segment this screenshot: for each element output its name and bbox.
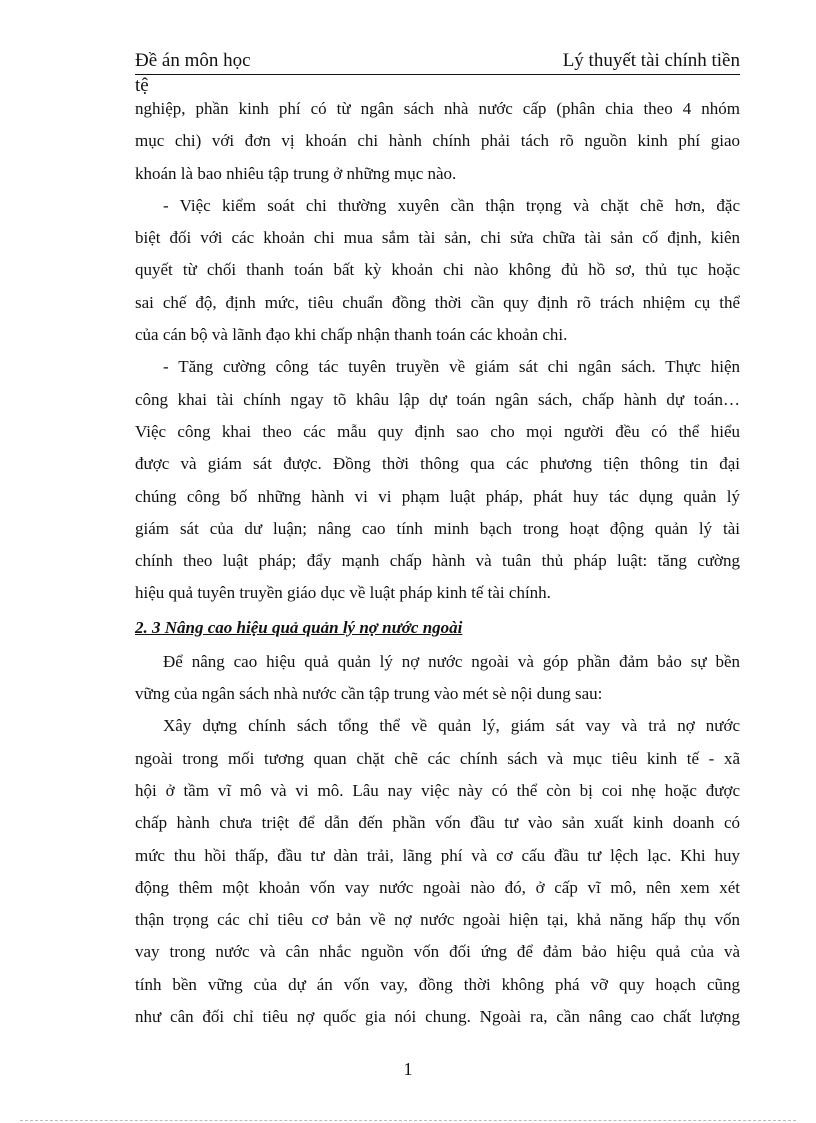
text-line: mục chi) với đơn vị khoán chi hành chính phải tách rõ nguồn kinh phí giao bbox=[135, 131, 740, 151]
text-line: chúng công bố những hành vi vi phạm luật pháp, phát huy tác dụng quản lý bbox=[135, 486, 740, 506]
text-line: công khai tài chính ngay tõ khâu lập dự toán ngân sách, chấp hành dự toán… bbox=[135, 389, 740, 409]
text-line: sai chế độ, định mức, tiêu chuẩn đồng thời cần quy định rõ trách nhiệm cụ thể bbox=[135, 292, 740, 312]
text-line: vững của ngân sách nhà nước cần tập trung vào mét sè nội dung sau: bbox=[135, 684, 603, 704]
text-line: thận trọng các chỉ tiêu cơ bản về nợ nước ngoài hiện tại, khả năng hấp thụ vốn bbox=[135, 910, 740, 930]
page-bottom-rule bbox=[20, 1120, 796, 1121]
text-line: chính theo luật pháp; đẩy mạnh chấp hành và tuân thủ pháp luật: tăng cường bbox=[135, 551, 740, 571]
header-line bbox=[135, 48, 740, 75]
text-line: biệt đối với các khoản chi mua sắm tài sản, chi sửa chữa tài sản cố định, kiên bbox=[135, 228, 740, 248]
paragraph bbox=[135, 710, 740, 1033]
text-line: Việc công khai theo các mẫu quy định sao cho mọi người đều có thể hiểu bbox=[135, 421, 740, 441]
text-line: hiệu quả tuyên truyền giáo dục về luật pháp kinh tế tài chính. bbox=[135, 583, 551, 603]
text-line: ngoài trong mối tương quan chặt chẽ các chính sách và mục tiêu kinh tế - xã bbox=[135, 748, 740, 768]
paragraph bbox=[135, 190, 740, 351]
page-number: 1 bbox=[403, 1059, 413, 1079]
text-line: - Việc kiểm soát chi thường xuyên cần thận trọng và chặt chẽ hơn, đặc bbox=[163, 195, 740, 215]
text-line: tính bền vững của dự án vốn vay, đồng thời không phá vỡ quy hoạch cũng bbox=[135, 974, 740, 994]
text-line: được và giám sát được. Đồng thời thông qua các phương tiện thông tin đại bbox=[135, 454, 740, 474]
text-line: chấp hành chưa triệt để dẫn đến phần vốn đầu tư vào sản xuất kinh doanh có bbox=[135, 813, 740, 833]
header-left: Đề án môn học bbox=[135, 50, 251, 71]
text-line: Để nâng cao hiệu quả quản lý nợ nước ngoài và góp phần đảm bảo sự bền bbox=[163, 651, 740, 671]
section-heading: 2. 3 Nâng cao hiệu quả quản lý nợ nước ngoài bbox=[135, 617, 463, 637]
text-line: hội ở tầm vĩ mô và vi mô. Lâu nay việc này có thể còn bị coi nhẹ hoặc được bbox=[135, 780, 740, 800]
text-line: Xây dựng chính sách tổng thể về quản lý, giám sát vay và trả nợ nước bbox=[163, 716, 740, 736]
text-line: của cán bộ và lãnh đạo khi chấp nhận thanh toán các khoản chi. bbox=[135, 325, 568, 345]
text-line: như cân đối chỉ tiêu nợ quốc gia nói chung. Ngoài ra, cần nâng cao chất lượng bbox=[135, 1007, 740, 1027]
body-text bbox=[135, 93, 740, 1033]
text-line: vay trong nước và cân nhắc nguồn vốn đối ứng để đảm bảo hiệu quả của và bbox=[135, 942, 740, 962]
text-line: khoán là bao nhiêu tập trung ở những mục nào. bbox=[135, 163, 457, 183]
header-right: Lý thuyết tài chính tiền bbox=[562, 50, 740, 71]
paragraph bbox=[135, 93, 740, 190]
text-line: nghiệp, phần kinh phí có từ ngân sách nhà nước cấp (phân chia theo 4 nhóm bbox=[135, 99, 740, 118]
paragraph bbox=[135, 351, 740, 609]
text-line: mức thu hồi thấp, đầu tư dàn trải, lãng phí và cơ cấu đầu tư lệch lạc. Khi huy bbox=[135, 845, 740, 865]
paragraph bbox=[135, 646, 740, 711]
text-line: giám sát của dư luận; nâng cao tính minh bạch trong hoạt động quản lý tài bbox=[135, 518, 740, 538]
header-wrap: tệ bbox=[135, 75, 149, 96]
page-header bbox=[135, 48, 740, 97]
text-line: - Tăng cường công tác tuyên truyền về giám sát chi ngân sách. Thực hiện bbox=[163, 357, 740, 377]
text-line: quyết từ chối thanh toán bất kỳ khoản chi nào không đủ hồ sơ, thủ tục hoặc bbox=[135, 260, 740, 280]
text-line: động thêm một khoản vốn vay nước ngoài nào đó, ở cấp vĩ mô, nên xem xét bbox=[135, 877, 740, 897]
